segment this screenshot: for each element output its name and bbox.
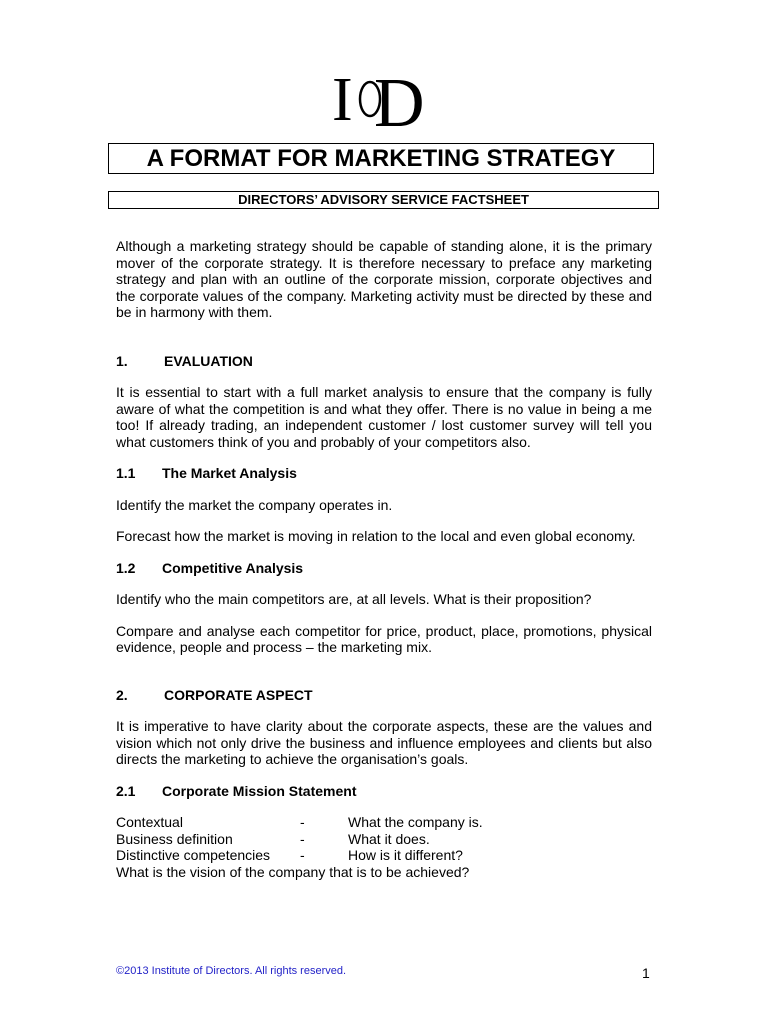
section-1-title: EVALUATION xyxy=(164,352,253,369)
mission-row xyxy=(116,847,652,864)
mission-dash: - xyxy=(300,830,305,847)
mission-desc: What the company is. xyxy=(348,814,483,830)
mission-term: Contextual xyxy=(116,814,183,830)
copyright-footer: ©2013 Institute of Directors. All rights reserved. xyxy=(116,965,347,977)
section-1-body: It is essential to start with a full market analysis to ensure that the company is fully aware of what the competition is and what they offer. There is no value in being a me too! If already trading, an independent customer / lost customer survey will tell you what customers think of you and probably of your competitors also. xyxy=(116,384,652,450)
section-2-body: It is imperative to have clarity about the corporate aspects, these are the values and vision which not only drive the business and influence employees and clients but also directs the marketing to achieve the organisation’s goals. xyxy=(116,718,652,767)
intro-paragraph: Although a marketing strategy should be capable of standing alone, it is the primary mover of the corporate strategy. It is therefore necessary to preface any marketing strategy and plan with an outline of the corporate mission, corporate objectives and the corporate values of the company. Marketing activity must be directed by these and be in harmony with them. xyxy=(116,238,652,320)
section-1-number: 1. xyxy=(116,352,128,369)
iod-logo-icon xyxy=(330,62,440,134)
mission-desc: What it does. xyxy=(348,830,430,847)
page-number: 1 xyxy=(642,965,650,981)
subsection-1-1-p1: Identify the market the company operates in. xyxy=(116,496,393,513)
subsection-1-2-number: 1.2 xyxy=(116,559,136,576)
document-subtitle: DIRECTORS’ ADVISORY SERVICE FACTSHEET xyxy=(108,191,659,209)
subsection-1-1-number: 1.1 xyxy=(116,465,136,481)
mission-list xyxy=(116,814,652,880)
subsection-1-2-p2: Compare and analyse each competitor for price, product, place, promotions, physical evidence, people and process – the marketing mix. xyxy=(116,622,652,655)
mission-term: Business definition xyxy=(116,830,233,847)
document-title: A FORMAT FOR MARKETING STRATEGY xyxy=(108,143,654,174)
mission-dash: - xyxy=(300,847,305,863)
iod-logo xyxy=(330,62,440,134)
mission-term: Distinctive competencies xyxy=(116,847,271,863)
mission-row xyxy=(116,814,652,831)
section-1-heading xyxy=(116,353,652,370)
subsection-1-1-title: The Market Analysis xyxy=(162,465,297,481)
svg-text:D: D xyxy=(374,65,425,134)
document-body xyxy=(116,238,652,880)
vision-question: What is the vision of the company that is to be achieved? xyxy=(116,863,470,880)
subsection-2-1-number: 2.1 xyxy=(116,782,136,799)
mission-desc: How is it different? xyxy=(348,847,463,863)
section-2-number: 2. xyxy=(116,686,128,703)
subsection-2-1-title: Corporate Mission Statement xyxy=(162,782,357,799)
mission-row xyxy=(116,831,652,848)
subsection-1-2-heading xyxy=(116,560,652,577)
mission-dash: - xyxy=(300,814,305,830)
subsection-1-1-p2: Forecast how the market is moving in relation to the local and even global economy. xyxy=(116,528,636,544)
subsection-1-2-title: Competitive Analysis xyxy=(162,559,304,576)
subsection-1-1-heading xyxy=(116,465,652,482)
subsection-2-1-heading xyxy=(116,783,652,800)
svg-text:I: I xyxy=(332,66,353,134)
subsection-1-2-p1: Identify who the main competitors are, at all levels. What is their proposition? xyxy=(116,591,592,607)
section-2-heading xyxy=(116,687,652,704)
section-2-title: CORPORATE ASPECT xyxy=(164,686,313,703)
